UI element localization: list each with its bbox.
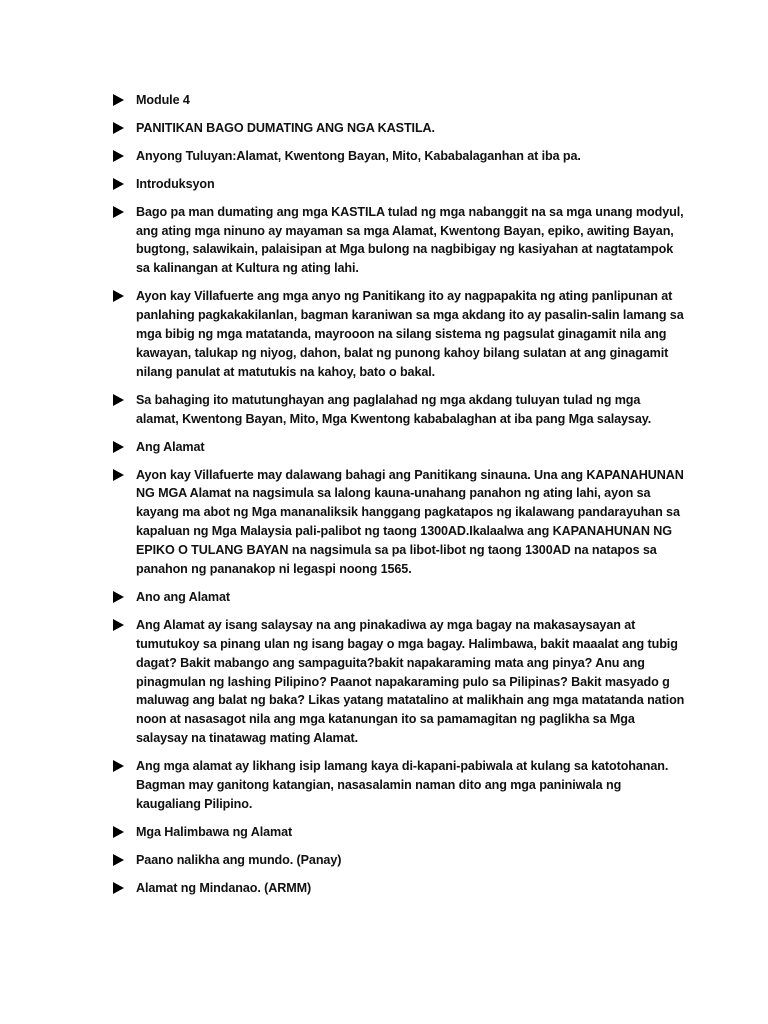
list-item-anyong-tuluyan — [113, 147, 685, 166]
bullet-triangle-icon — [113, 826, 124, 838]
bullet-triangle-icon — [113, 206, 124, 218]
bullet-list — [113, 91, 685, 907]
list-item-text: Anyong Tuluyan:Alamat, Kwentong Bayan, Mito, Kababalaganhan at iba pa. — [136, 148, 581, 163]
list-item-text: Mga Halimbawa ng Alamat — [136, 824, 293, 839]
list-item-text: Bago pa man dumating ang mga KASTILA tulad ng mga nabanggit na sa mga unang modyul, ang ating mga ninuno ay mayaman sa mga Alamat, Kwentong Bayan, epiko, awiting Bayan, bugtong, salawikain, palaisipan at Mga bulong na nagbibigay ng kasiyahan at nagtatampok sa kalinangan at Kultura ng ating lahi. — [136, 204, 684, 276]
bullet-triangle-icon — [113, 854, 124, 866]
list-item-text: Module 4 — [136, 93, 190, 107]
list-item-text: Alamat ng Mindanao. (ARMM) — [136, 880, 312, 895]
bullet-triangle-icon — [113, 882, 124, 894]
list-item-title — [113, 119, 685, 138]
list-item-paragraph — [113, 391, 685, 429]
list-item-text: Ano ang Alamat — [136, 589, 230, 604]
list-item-introduksyon — [113, 175, 685, 194]
bullet-triangle-icon — [113, 760, 124, 772]
list-item-mga-halimbawa — [113, 823, 685, 842]
bullet-triangle-icon — [113, 178, 124, 190]
list-item-text: Ayon kay Villafuerte may dalawang bahagi ang Panitikang sinauna. Una ang KAPANAHUNAN NG MGA Alamat na nagsimula sa lalong kauna-unahang panahon ng ating lahi, ayon sa kayang ma abot ng Mga mananaliksik hanggang pagkatapos ng ikalawang pandarayuhan sa kapaluan ng Mga Malaysia pali-palibot ng taong 1300AD.Ikalaalwa ang KAPANAHUNAN NG EPIKO O TULANG BAYAN na nagsimula sa pa libot-libot ng taong 1300AD na natapos sa panahon ng pananakop ni legaspi noong 1565. — [136, 467, 684, 577]
bullet-triangle-icon — [113, 394, 124, 406]
bullet-triangle-icon — [113, 591, 124, 603]
list-item-paragraph — [113, 287, 685, 382]
list-item-text: Sa bahaging ito matutunghayan ang paglalahad ng mga akdang tuluyan tulad ng mga alamat, Kwentong Bayan, Mito, Mga Kwentong kababalaghan at iba pang Mga salaysay. — [136, 392, 652, 426]
list-item-example — [113, 851, 685, 870]
list-item-text: Introduksyon — [136, 176, 215, 191]
list-item-text: Ayon kay Villafuerte ang mga anyo ng Panitikang ito ay nagpapakita ng ating panlipunan at panlahing pagkakakilanlan, bagman karaniwan sa mga akdang ito ay pasalin-salin lamang sa mga bibig ng mga matatanda, mayrooon na silang sistema ng pagsulat ginagamit nila ang kawayan, talukap ng niyog, dahon, balat ng punong kahoy bilang sulatan at ang ginagamit nilang panulat at matutukis na kahoy, bato o bakal. — [136, 289, 684, 379]
bullet-triangle-icon — [113, 290, 124, 302]
list-item-ano-ang-alamat — [113, 588, 685, 607]
bullet-triangle-icon — [113, 122, 124, 134]
list-item-paragraph — [113, 203, 685, 279]
list-item-ang-alamat — [113, 438, 685, 457]
list-item-text: Ang Alamat ay isang salaysay na ang pinakadiwa ay mga bagay na makasaysayan at tumutukoy sa pinang ulan ng isang bagay o mga bagay. Halimbawa, bakit maaalat ang tubig dagat? Bakit mabango ang sampaguita?bakit napakaraming mata ang pinya? Anu ang pinagmulan ng lashing Pilipino? Paanot napakaraming pulo sa Pilipinas? Bakit masyado g maluwag ang balat ng baka? Likas yatang matatalino at malikhain ang mga matatanda nation noon at nasasagot nila ang mga katanungan ito sa pamamagitan ng paglikha sa Mga salaysay na tinatawag mating Alamat. — [136, 617, 685, 746]
bullet-triangle-icon — [113, 150, 124, 162]
list-item-example — [113, 879, 685, 898]
list-item-text: Ang Alamat — [136, 439, 205, 454]
list-item-text: PANITIKAN BAGO DUMATING ANG NGA KASTILA. — [136, 120, 435, 135]
bullet-triangle-icon — [113, 441, 124, 453]
list-item-text: Paano nalikha ang mundo. (Panay) — [136, 852, 342, 867]
list-item-module — [113, 91, 685, 110]
bullet-triangle-icon — [113, 619, 124, 631]
list-item-paragraph — [113, 616, 685, 748]
bullet-triangle-icon — [113, 469, 124, 481]
list-item-text: Ang mga alamat ay likhang isip lamang kaya di-kapani-pabiwala at kulang sa katotohanan. Bagman may ganitong katangian, nasasalamin naman dito ang mga paniniwala ng kaugaliang Pilipino. — [136, 759, 669, 811]
list-item-paragraph — [113, 757, 685, 814]
bullet-triangle-icon — [113, 94, 124, 106]
list-item-paragraph — [113, 466, 685, 579]
